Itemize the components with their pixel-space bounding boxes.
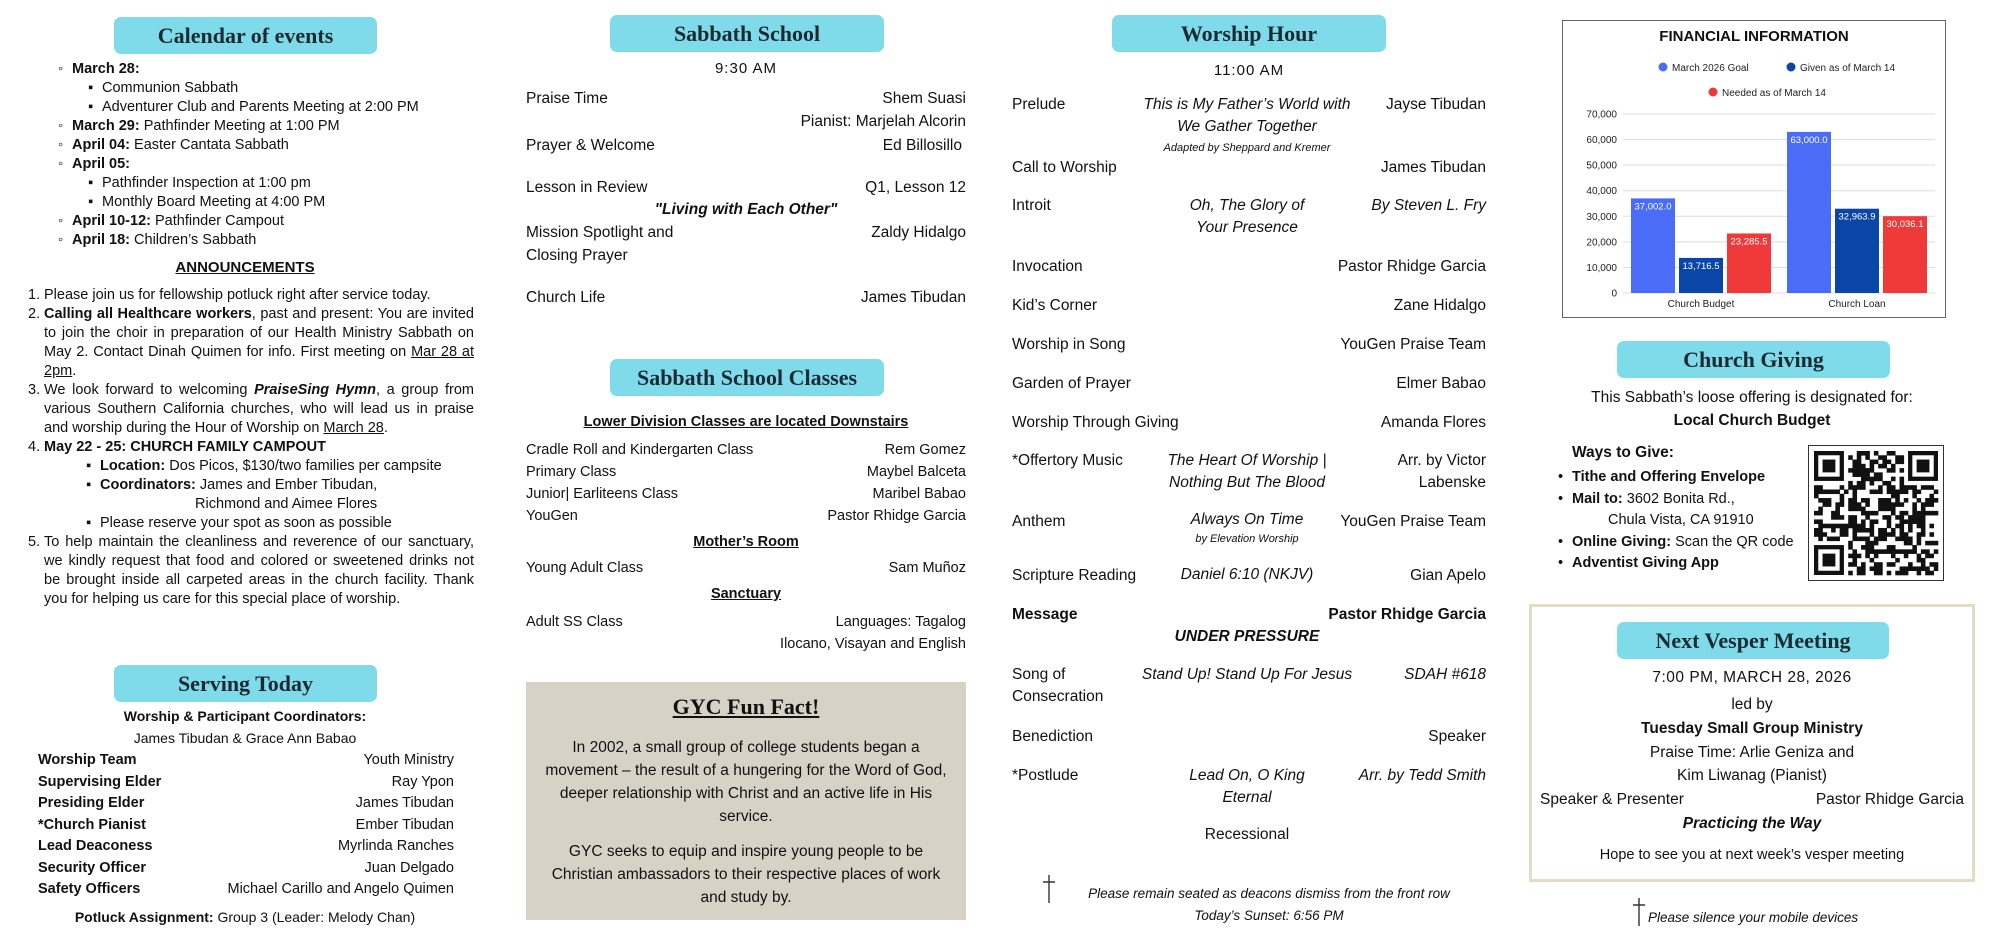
vesper-time: 7:00 PM, MARCH 28, 2026	[1652, 669, 1852, 686]
class-row	[526, 558, 966, 579]
event-subitem: ▪ Adventurer Club and Parents Meeting at 2:00 PM	[72, 98, 462, 117]
calendar-heading: Calendar of events	[114, 17, 377, 54]
giving-line-1: This Sabbath’s loose offering is designated for:	[1591, 389, 1913, 406]
lower-division-heading	[526, 412, 966, 433]
bar-value-label: 23,285.5	[1730, 236, 1768, 248]
bar-value-label: 37,002.0	[1634, 201, 1672, 213]
gyc-paragraph-1: In 2002, a small group of college students began a movement – the result of a hungering for the Word of God, deeper relationship with Christ and an active life in His service.	[545, 739, 947, 825]
calendar-event	[72, 117, 462, 136]
value: Dos Picos, $130/two families per campsite	[169, 458, 442, 474]
class-row	[526, 484, 966, 505]
postlude-title-1: Lead On, O King	[1189, 767, 1305, 784]
consecration-name: SDAH #618	[1404, 666, 1486, 683]
way-item: • Mail to: 3602 Bonita Rd.,	[1558, 490, 1735, 507]
name: Ember Tibudan	[355, 816, 454, 833]
label: Praise Time	[526, 90, 608, 107]
lesson-title: "Living with Each Other"	[654, 201, 838, 218]
column-calendar	[0, 0, 490, 944]
label: Location:	[100, 458, 166, 474]
offertory-name-2: Labenske	[1418, 474, 1486, 491]
way-item: • Tithe and Offering Envelope	[1558, 469, 1766, 485]
garden-label: Garden of Prayer	[1012, 375, 1131, 392]
teacher: Pastor Rhidge Garcia	[827, 508, 966, 524]
class-name: Junior| Earliteens Class	[526, 486, 679, 502]
vesper-ministry: Tuesday Small Group Ministry	[1641, 720, 1863, 737]
program-row	[526, 222, 966, 243]
role: Presiding Elder	[38, 795, 145, 811]
program-row	[526, 111, 966, 132]
vesper-box	[1529, 604, 1975, 882]
giving-heading: Church Giving	[1617, 341, 1890, 378]
serving-heading: Serving Today	[114, 665, 377, 702]
name: Juan Delgado	[364, 859, 454, 876]
class-row	[526, 440, 966, 461]
name: Ray Ypon	[391, 773, 454, 790]
program-row	[526, 287, 966, 308]
giving-label: Worship Through Giving	[1012, 414, 1179, 431]
chart-title: FINANCIAL INFORMATION	[1659, 28, 1849, 45]
class-row	[526, 634, 966, 655]
announcement-bold: May 22 - 25: CHURCH FAMILY CAMPOUT	[44, 439, 326, 455]
legend-swatch	[1659, 63, 1668, 72]
class-row	[526, 462, 966, 483]
event-date: April 10-12:	[72, 213, 151, 229]
scripture-title: Daniel 6:10 (NKJV)	[1180, 566, 1314, 583]
y-tick-label: 60,000	[1586, 135, 1617, 147]
introit-title-1: Oh, The Glory of	[1189, 197, 1305, 214]
class-name: Cradle Roll and Kindergarten Class	[526, 442, 754, 458]
prelude-label: Prelude	[1012, 96, 1066, 113]
qr-code-icon[interactable]	[1808, 445, 1944, 581]
item-number: 1.	[28, 287, 41, 303]
announcement-4	[28, 438, 474, 457]
classes-heading: Sabbath School Classes	[610, 359, 884, 396]
sabbath-school-heading: Sabbath School	[610, 15, 884, 52]
event-date: April 05:	[72, 156, 131, 172]
legend-swatch	[1787, 63, 1796, 72]
teacher: Maribel Babao	[872, 486, 966, 502]
name: Shem Suasi	[882, 90, 966, 107]
song-name: YouGen Praise Team	[1340, 336, 1486, 353]
name: Pianist: Marjelah Alcorin	[800, 113, 966, 130]
class-row	[526, 612, 966, 633]
announcement-3	[28, 381, 474, 438]
announcement-text: , past and present: You are invited to join the choir in preparation of our Health Ministry Sabbath on May 2. Contact Dinah Quimen for info. First meeting on	[44, 306, 474, 360]
item-number: 3.	[28, 382, 41, 398]
name: James Tibudan	[860, 289, 966, 306]
event-text: Easter Cantata Sabbath	[134, 137, 289, 153]
class-name: Adult SS Class	[526, 614, 623, 630]
program-row	[526, 135, 966, 156]
program-row	[526, 177, 966, 198]
role: Lead Deaconess	[38, 838, 153, 854]
legend-swatch	[1709, 88, 1718, 97]
announcement-bold: Calling all Healthcare workers	[44, 306, 252, 322]
chart-bars	[1631, 132, 1927, 310]
vesper-heading: Next Vesper Meeting	[1617, 622, 1889, 659]
role-row	[38, 793, 454, 815]
event-text: Pathfinder Meeting at 1:00 PM	[143, 118, 340, 134]
announcement-date-link: Mar 28 at 2pm	[44, 344, 474, 379]
worship-note-1: Please remain seated as deacons dismiss from the front row	[1088, 886, 1450, 901]
announcement-text: , a group from various Southern California churches, who will lead us in praise and worship during the Hour of Worship on	[44, 382, 474, 436]
offertory-label: *Offertory Music	[1012, 452, 1123, 469]
postlude-title-2: Eternal	[1222, 789, 1272, 806]
worship-time: 11:00 AM	[1213, 62, 1285, 79]
call-label: Call to Worship	[1012, 159, 1117, 176]
program-row	[526, 199, 966, 220]
vesper-closing: Hope to see you at next week’s vesper meeting	[1599, 847, 1905, 863]
potluck-line	[0, 909, 490, 925]
label: Coordinators:	[100, 477, 196, 493]
name: James Tibudan	[355, 795, 454, 811]
class-name: YouGen	[526, 508, 578, 524]
campout-coordinators-2: Richmond and Aimee Flores	[195, 496, 378, 512]
sanctuary-heading	[526, 584, 966, 605]
program-row	[526, 88, 966, 109]
class-name: Young Adult Class	[526, 560, 644, 576]
way-text: Tithe and Offering Envelope	[1572, 469, 1766, 485]
financial-chart-box	[1562, 20, 1946, 318]
announcement-date-link: March 28	[323, 420, 384, 436]
y-tick-label: 40,000	[1586, 186, 1617, 198]
role-row	[38, 879, 454, 901]
event-subitem: ▪ Communion Sabbath	[72, 79, 462, 98]
invocation-name: Pastor Rhidge Garcia	[1337, 258, 1486, 275]
offertory-name-1: Arr. by Victor	[1397, 452, 1486, 469]
way-text: Scan the QR code	[1675, 533, 1794, 550]
message-title: UNDER PRESSURE	[1174, 628, 1320, 645]
event-date: March 28:	[72, 61, 140, 77]
role: *Church Pianist	[38, 816, 146, 833]
heading-text: Mother’s Room	[693, 534, 799, 550]
calendar-list	[72, 60, 462, 250]
y-tick-label: 30,000	[1586, 211, 1617, 223]
role: Safety Officers	[38, 881, 141, 897]
languages: Ilocano, Visayan and English	[780, 636, 966, 652]
item-number: 2.	[28, 306, 41, 322]
y-tick-label: 50,000	[1586, 160, 1617, 172]
consecration-label-2: Consecration	[1012, 688, 1104, 705]
song-label: Worship in Song	[1012, 336, 1126, 353]
vesper-praise-1: Praise Time: Arlie Geniza and	[1649, 744, 1855, 761]
prelude-title-1: This is My Father’s World with	[1143, 96, 1351, 113]
message-label: Message	[1012, 606, 1078, 623]
announcement-5	[28, 533, 474, 609]
way-item: • Online Giving: Scan the QR code	[1558, 533, 1794, 550]
scripture-name: Gian Apelo	[1410, 567, 1486, 584]
introit-title-2: Your Presence	[1196, 219, 1298, 236]
name: Ed Billosillo	[882, 137, 962, 154]
role-row	[38, 815, 454, 837]
giving-line-2: Local Church Budget	[1673, 412, 1831, 429]
vesper-speaker-label: Speaker & Presenter	[1540, 791, 1684, 808]
item-number: 5.	[28, 534, 41, 550]
label: Mission Spotlight and	[526, 224, 674, 241]
scripture-label: Scripture Reading	[1012, 567, 1137, 584]
program-row	[526, 245, 966, 266]
announcement-2	[28, 305, 474, 381]
potluck-label: Potluck Assignment:	[74, 909, 214, 925]
heading-text: Sanctuary	[710, 586, 782, 602]
announcement-text: We look forward to welcoming	[44, 382, 255, 398]
teacher: Rem Gomez	[884, 442, 966, 458]
bar	[1631, 198, 1675, 293]
event-date: April 04:	[72, 137, 131, 153]
recessional: Recessional	[1204, 826, 1290, 843]
way-label: Mail to:	[1572, 490, 1623, 507]
kids-label: Kid’s Corner	[1012, 297, 1098, 314]
label: Church Life	[526, 289, 606, 306]
calendar-event	[72, 212, 462, 231]
offertory-title-1: The Heart Of Worship |	[1167, 452, 1327, 469]
campout-coordinators: ▪ Coordinators: James and Ember Tibudan,	[86, 477, 378, 493]
y-tick-label: 20,000	[1586, 237, 1617, 249]
anthem-note: by Elevation Worship	[1195, 533, 1299, 545]
giving-name: Amanda Flores	[1380, 414, 1486, 431]
announcement-text: To help maintain the cleanliness and reverence of our sanctuary, we kindly request that food and colored or sweetened drinks not be brought inside all carpeted areas in the church facility. Thank you for helping us care for this special place of worship.	[44, 534, 474, 607]
kids-name: Zane Hidalgo	[1393, 297, 1486, 314]
consecration-title: Stand Up! Stand Up For Jesus	[1141, 666, 1353, 683]
name: Michael Carillo and Angelo Quimen	[227, 881, 454, 897]
vesper-speaker-name: Pastor Rhidge Garcia	[1815, 791, 1964, 808]
legend-label: Needed as of March 14	[1722, 88, 1826, 99]
footer-note: Please silence your mobile devices	[1648, 910, 1859, 925]
class-row	[526, 506, 966, 527]
role-row	[38, 836, 454, 858]
announcement-text: Please join us for fellowship potluck right after service today.	[44, 287, 431, 303]
role: Worship Team	[38, 752, 137, 768]
role-row	[38, 750, 454, 772]
worship-heading: Worship Hour	[1112, 15, 1386, 52]
garden-name: Elmer Babao	[1396, 375, 1486, 392]
way-text: Adventist Giving App	[1572, 555, 1719, 571]
heading-text: Lower Division Classes are located Downstairs	[583, 414, 909, 430]
bar	[1787, 132, 1831, 293]
way-label: Online Giving:	[1572, 533, 1672, 550]
item-number: 4.	[28, 439, 41, 455]
y-tick-label: 10,000	[1586, 262, 1617, 274]
financial-chart	[1563, 21, 1945, 317]
sabbath-school-time: 9:30 AM	[714, 60, 778, 77]
label: Closing Prayer	[526, 247, 628, 264]
invocation-label: Invocation	[1012, 258, 1083, 275]
way-item: • Adventist Giving App	[1558, 555, 1719, 571]
teacher: Maybel Balceta	[866, 464, 966, 480]
event-subitem: ▪ Pathfinder Inspection at 1:00 pm	[72, 174, 462, 193]
introit-name: By Steven L. Fry	[1371, 197, 1486, 214]
value: James and Ember Tibudan,	[199, 477, 378, 493]
bar-value-label: 63,000.0	[1790, 134, 1828, 146]
offertory-title-2: Nothing But The Blood	[1169, 474, 1325, 491]
cross-icon	[1632, 897, 1646, 927]
anthem-label: Anthem	[1012, 513, 1066, 530]
ways-to-give-list	[1558, 467, 1822, 575]
vesper-topic: Practicing the Way	[1682, 815, 1822, 832]
gyc-paragraph-2: GYC seeks to equip and inspire young people to be Christian ambassadors to their respective places of work and study by.	[551, 843, 941, 906]
consecration-label-1: Song of	[1012, 666, 1066, 683]
role: Security Officer	[38, 859, 146, 876]
potluck-value: Group 3 (Leader: Melody Chan)	[217, 909, 416, 925]
languages: Languages: Tagalog	[835, 614, 966, 630]
calendar-event	[72, 155, 462, 174]
gyc-title: GYC Fun Fact!	[672, 694, 820, 719]
event-date: March 29:	[72, 118, 140, 134]
announcement-bold: PraiseSing Hymn	[254, 382, 376, 398]
event-text: Pathfinder Campout	[155, 213, 284, 229]
announcements-heading: ANNOUNCEMENTS	[175, 259, 315, 276]
anthem-title: Always On Time	[1190, 511, 1304, 528]
event-date: April 18:	[72, 232, 131, 248]
mothers-room-heading	[526, 532, 966, 553]
name: Zaldy Hidalgo	[871, 224, 966, 241]
worship-note-2: Today’s Sunset: 6:56 PM	[1194, 908, 1344, 923]
name: Q1, Lesson 12	[865, 179, 966, 196]
bar-value-label: 13,716.5	[1682, 260, 1720, 272]
role-row	[38, 858, 454, 880]
campout-location: ▪ Location: Dos Picos, $130/two families per campsite	[86, 458, 442, 474]
prelude-name: Jayse Tibudan	[1386, 96, 1486, 113]
role: Supervising Elder	[38, 773, 162, 790]
calendar-event	[72, 136, 462, 155]
column-worship-hour	[1012, 0, 1486, 944]
call-name: James Tibudan	[1380, 159, 1486, 176]
postlude-name: Arr. by Tedd Smith	[1358, 767, 1486, 784]
announcement-end: .	[383, 420, 388, 436]
calendar-event	[72, 60, 462, 79]
anthem-name: YouGen Praise Team	[1340, 513, 1486, 530]
y-tick-label: 70,000	[1586, 109, 1617, 121]
x-tick-label: Church Loan	[1828, 299, 1886, 310]
message-name: Pastor Rhidge Garcia	[1328, 606, 1486, 623]
class-name: Primary Class	[526, 464, 617, 480]
announcement-1	[28, 286, 474, 305]
postlude-label: *Postlude	[1012, 767, 1079, 784]
label: Lesson in Review	[526, 179, 648, 196]
label: Prayer & Welcome	[526, 137, 655, 154]
teacher: Sam Muñoz	[888, 560, 966, 576]
event-subitem: ▪ Monthly Board Meeting at 4:00 PM	[72, 193, 462, 212]
calendar-event	[72, 231, 462, 250]
legend-label: March 2026 Goal	[1672, 63, 1749, 74]
ways-to-give-title: Ways to Give:	[1572, 444, 1674, 461]
benediction-name: Speaker	[1428, 728, 1486, 745]
prelude-title-2: We Gather Together	[1177, 118, 1317, 135]
role-row	[38, 772, 454, 794]
campout-reserve: ▪ Please reserve your spot as soon as possible	[86, 515, 392, 531]
bar-value-label: 30,036.1	[1886, 219, 1924, 231]
name: Myrlinda Ranches	[337, 838, 454, 854]
vesper-led-by: led by	[1731, 696, 1773, 713]
way-item: Chula Vista, CA 91910	[1608, 512, 1754, 528]
campout-details	[86, 457, 480, 533]
benediction-label: Benediction	[1012, 728, 1094, 745]
prelude-note: Adapted by Sheppard and Kremer	[1163, 142, 1331, 154]
y-tick-label: 0	[1611, 288, 1617, 300]
gyc-box	[526, 682, 966, 920]
announcement-end: .	[72, 363, 77, 379]
column-sabbath-school	[526, 0, 966, 944]
value: Please reserve your spot as soon as possible	[100, 515, 392, 531]
chart-legend	[1659, 63, 1896, 100]
way-text: 3602 Bonita Rd.,	[1626, 490, 1735, 507]
vesper-praise-2: Kim Liwanag (Pianist)	[1677, 767, 1827, 784]
bar-value-label: 32,963.9	[1838, 211, 1876, 223]
coordinators-label: Worship & Participant Coordinators:	[123, 708, 367, 724]
event-text: Children’s Sabbath	[134, 232, 257, 248]
name: Youth Ministry	[363, 752, 454, 768]
coordinators-names: James Tibudan & Grace Ann Babao	[133, 730, 357, 746]
x-tick-label: Church Budget	[1667, 299, 1735, 310]
legend-label: Given as of March 14	[1800, 63, 1896, 74]
introit-label: Introit	[1012, 197, 1051, 214]
